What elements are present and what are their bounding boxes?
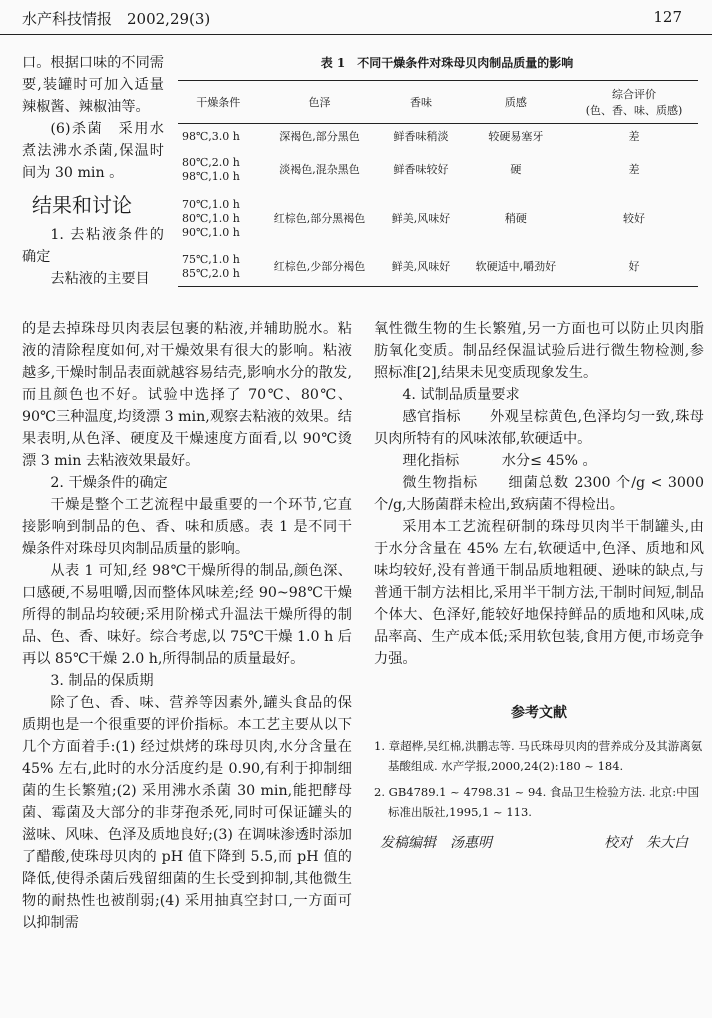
table-header-row	[178, 81, 698, 124]
table-cell-color: 深褐色,部分黑色	[279, 130, 360, 143]
paragraph: 的是去掉珠母贝肉表层包裹的粘液,并辅助脱水。粘液的清除程度如何,对干燥效果有很大的影响。粘液越多,干燥时制品表面就越容易结壳,影响水分的散发,而且颜色也不好。试验中选择了 70℃、80℃、90℃三种温度,均烫漂 3 min,观察去粘液的效果。结果表明,从色泽、硬度及干燥速度方面看,以 90℃烫漂 3 min 去粘液效果最好。	[22, 321, 352, 469]
table-cell-aroma: 鲜香味较好	[393, 163, 449, 176]
table-cell-aroma: 鲜美,风味好	[380, 248, 461, 287]
table-cell-color: 红棕色,部分黑褐色	[273, 212, 366, 225]
table-header: 干燥条件	[178, 81, 259, 124]
table-cell-texture: 软硬适中,嚼劲好	[462, 248, 570, 287]
table-row	[178, 124, 698, 151]
table-header: 色泽	[259, 81, 381, 124]
reference-item: 2. GB4789.1 ~ 4798.31 ~ 94. 食品卫生检验方法. 北京:中国标准出版社,1995,1 ~ 113.	[374, 785, 700, 819]
journal-title: 水产科技情报 2002,29(3)	[22, 10, 211, 28]
paragraph: 口。根据口味的不同需要,装罐时可加入适量辣椒酱、辣椒油等。	[22, 55, 164, 115]
table-row	[178, 150, 698, 190]
table-header: 综合评价 (色、香、味、质感)	[570, 81, 698, 124]
subheading: 1. 去粘液条件的确定	[22, 227, 164, 265]
table-cell-color: 红棕色,少部分褐色	[259, 248, 381, 287]
table-cell-condition: 80℃,2.0 h 98℃,1.0 h	[182, 156, 240, 183]
paragraph: 除了色、香、味、营养等因素外,罐头食品的保质期也是一个很重要的评价指标。本工艺主要从以下几个方面着手:(1) 经过烘烤的珠母贝肉,水分含量在 45% 左右,此时的水分活度约是 0.90,有利于抑制细菌的生长繁殖;(2) 采用沸水杀菌 30 min,能把酵母菌、霉菌及大部分的非芽孢杀死,同时可保证罐头的滋味、风味、色泽及质地良好;(3) 在调味渗透时添加了醋酸,使珠母贝肉的 pH 值下降到 5.5,而 pH 值的降低,使得杀菌后残留细菌的生长受到抑制,其他微生物的耐热性也被削弱;(4) 采用抽真空封口,一方面可以抑制需	[22, 695, 352, 931]
table-cell-condition: 98℃,3.0 h	[182, 130, 240, 143]
table-cell-overall: 差	[628, 163, 640, 176]
subheading: 3. 制品的保质期	[50, 673, 154, 689]
paragraph: 微生物指标 细菌总数 2300 个/g < 3000 个/g,大肠菌群未检出,致病菌不得检出。	[374, 475, 704, 513]
references-title: 参考文献	[511, 705, 567, 721]
paragraph: 去粘液的主要目	[50, 271, 150, 287]
proofreader-credit: 校对 朱大白	[604, 835, 688, 851]
table-header: 质感	[462, 81, 570, 124]
table-row	[178, 248, 698, 287]
reference-item: 1. 章超桦,吴红棉,洪鹏志等. 马氏珠母贝肉的营养成分及其游离氨基酸组成. 水产学报,2000,24(2):180 ~ 184.	[374, 739, 703, 773]
left-top-column	[22, 52, 164, 290]
table-cell-overall: 差	[628, 130, 640, 143]
paragraph: 从表 1 可知,经 98℃干燥所得的制品,颜色深、口感硬,不易咀嚼,因而整体风味差;经 90~98℃干燥所得的制品均较硬;采用阶梯式升温法干燥所得的制品、色、香、味好。综合考虑,以 75℃干燥 1.0 h 后再以 85℃干燥 2.0 h,所得制品的质量最好。	[22, 563, 352, 667]
paragraph: 采用本工艺流程研制的珠母贝肉半干制罐头,由于水分含量在 45% 左右,软硬适中,色泽、质地和风味均较好,没有普通干制品质地粗硬、逊味的缺点,与普通干制方法相比,采用半干制方法,干制时间短,制品个体大、色泽好,能较好地保持鲜品的质地和风味,成品率高、生产成本低;采用软包装,食用方便,市场竞争力强。	[374, 519, 704, 667]
results-table	[178, 80, 698, 287]
table-cell-condition: 75℃,1.0 h 85℃,2.0 h	[178, 248, 259, 287]
paragraph: 理化指标 水分≤ 45% 。	[402, 453, 597, 469]
references-list	[374, 736, 704, 828]
page-number: 127	[653, 8, 682, 26]
table-cell-texture: 较硬易塞牙	[488, 130, 544, 143]
left-body-column	[22, 318, 352, 934]
subheading: 4. 试制品质量要求	[402, 387, 520, 403]
table-cell-aroma: 鲜香味稍淡	[393, 130, 449, 143]
table-cell-overall: 好	[570, 248, 698, 287]
table-cell-overall: 较好	[622, 212, 645, 225]
table-cell-color: 淡褐色,混杂黑色	[279, 163, 360, 176]
editor-credit: 发稿编辑 汤惠明	[380, 835, 492, 851]
paragraph: (6)杀菌 采用水煮法沸水杀菌,保温时间为 30 min 。	[22, 121, 164, 181]
paragraph: 干燥是整个工艺流程中最重要的一个环节,它直接影响到制品的色、香、味和质感。表 1 是不同干燥条件对珠母贝肉制品质量的影响。	[22, 497, 352, 557]
paragraph: 氧性微生物的生长繁殖,另一方面也可以防止贝肉脂肪氧化变质。制品经保温试验后进行微生物检测,参照标准[2],结果未见变质现象发生。	[374, 321, 704, 381]
subheading: 2. 干燥条件的确定	[50, 475, 168, 491]
right-body-column	[374, 318, 704, 670]
table-cell-aroma: 鲜美,风味好	[391, 212, 451, 225]
table-title: 表 1 不同干燥条件对珠母贝肉制品质量的影响	[320, 56, 574, 70]
table-cell-texture: 硬	[510, 163, 522, 176]
table-cell-condition: 70℃,1.0 h 80℃,1.0 h 90℃,1.0 h	[182, 198, 240, 239]
table-row	[178, 190, 698, 248]
section-heading: 结果和讨论	[32, 193, 132, 217]
table-cell-texture: 稍硬	[504, 212, 527, 225]
paragraph: 感官指标 外观呈棕黄色,色泽均匀一致,珠母贝肉所特有的风味浓郁,软硬适中。	[374, 409, 704, 447]
table-header: 香味	[380, 81, 461, 124]
page-header	[0, 0, 712, 35]
